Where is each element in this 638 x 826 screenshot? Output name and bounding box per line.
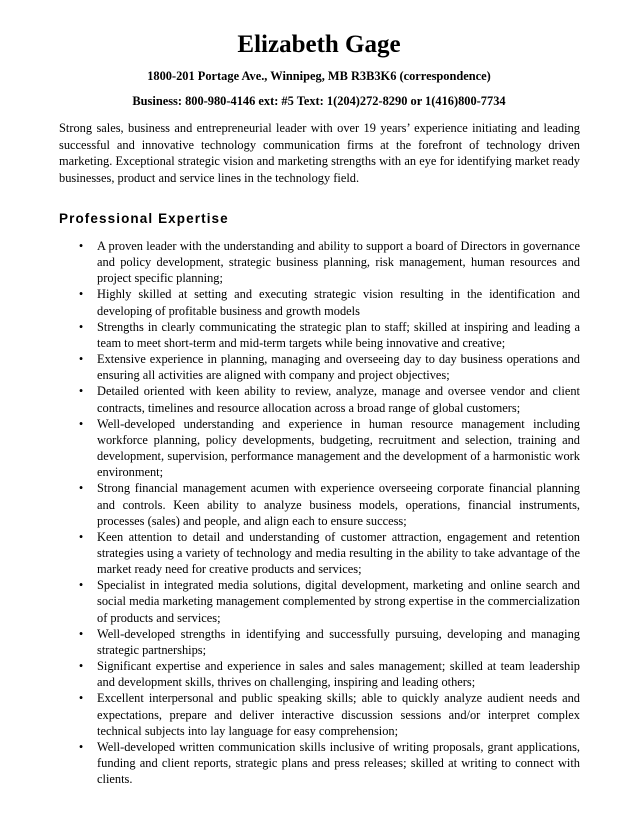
list-item bbox=[59, 416, 580, 481]
bullet-icon: • bbox=[78, 481, 84, 496]
bullet-icon: • bbox=[78, 691, 84, 706]
list-item bbox=[59, 351, 580, 383]
bullet-icon: • bbox=[78, 578, 84, 593]
bullet-icon: • bbox=[78, 529, 84, 544]
bullet-icon: • bbox=[78, 659, 84, 674]
list-item bbox=[59, 658, 580, 690]
list-item-text: Highly skilled at setting and executing strategic vision resulting in the identification and developing of profitable business and growth models bbox=[97, 287, 580, 318]
list-item-text: Well-developed strengths in identifying and successfully pursuing, developing and managing strategic partnerships; bbox=[97, 626, 580, 657]
list-item bbox=[59, 690, 580, 738]
list-item bbox=[59, 383, 580, 415]
address-line: 1800-201 Portage Ave., Winnipeg, MB R3B3K6 (correspondence) bbox=[147, 69, 491, 83]
contact-phones: Business: 800-980-4146 ext: #5 Text: 1(204)272-8290 or 1(416)800-7734 bbox=[132, 94, 506, 108]
list-item-text: Keen attention to detail and understanding of customer attraction, engagement and retention strategies using a variety of technology and media resulting in the ability to take advantage of the market ready need for creative products and services; bbox=[97, 529, 580, 577]
list-item-text: A proven leader with the understanding and ability to support a board of Directors in governance and policy development, strategic business planning, risk management, human resources and project specific planning; bbox=[97, 239, 580, 286]
summary-paragraph: Strong sales, business and entrepreneurial leader with over 19 years’ experience initiating and leading successful and innovative technology communication firms at the forefront of technology driven marketing. Exceptional strategic vision and marketing strengths with an eye for identifying market ready businesses, product and service lines in the technology field. bbox=[59, 121, 580, 185]
bullet-icon: • bbox=[78, 352, 84, 367]
bullet-icon: • bbox=[78, 319, 84, 334]
bullet-icon: • bbox=[78, 739, 84, 754]
bullet-icon: • bbox=[78, 287, 84, 302]
list-item bbox=[59, 480, 580, 528]
bullet-icon: • bbox=[78, 416, 84, 431]
list-item bbox=[59, 238, 580, 286]
list-item-text: Well-developed written communication skills inclusive of writing proposals, grant applications, funding and client reports, strategic plans and press releases; skilled at writing to connect with clients. bbox=[97, 739, 580, 787]
list-item bbox=[59, 739, 580, 787]
list-item-text: Specialist in integrated media solutions, digital development, marketing and online search and social media marketing management complemented by strong expertise in the commercialization of products and services; bbox=[97, 578, 580, 625]
bullet-icon: • bbox=[78, 626, 84, 641]
list-item bbox=[59, 529, 580, 577]
list-item-text: Strengths in clearly communicating the strategic plan to staff; skilled at inspiring and leading a team to meet short-term and mid-term targets while being innovative and creative; bbox=[97, 319, 580, 350]
list-item bbox=[59, 626, 580, 658]
section-title-expertise: Professional Expertise bbox=[59, 211, 229, 226]
list-item-text: Well-developed understanding and experience in human resource management including workforce planning, policy developments, budgeting, recruitment and selection, training and development, supervision, performance management and the development of a harmonistic work environment; bbox=[97, 416, 580, 480]
bullet-icon: • bbox=[78, 384, 84, 399]
list-item bbox=[59, 286, 580, 318]
list-item-text: Detailed oriented with keen ability to review, analyze, manage and oversee vendor and client contracts, timelines and resource allocation across a broad range of global customers; bbox=[97, 384, 580, 415]
list-item bbox=[59, 577, 580, 625]
bullet-icon: • bbox=[78, 239, 84, 253]
list-item-text: Significant expertise and experience in sales and sales management; skilled at team leadership and development skills, thrives on challenging, inspiring and leading others; bbox=[97, 659, 580, 690]
list-item-text: Strong financial management acumen with experience overseeing corporate financial planning and controls. Keen ability to analyze business models, operations, financial instruments, processes (sales) and people, and align each to ensure success; bbox=[97, 481, 580, 528]
page-title: Elizabeth Gage bbox=[237, 31, 401, 58]
expertise-list bbox=[59, 238, 580, 787]
list-item-text: Extensive experience in planning, managing and overseeing day to day business operations and ensuring all activities are aligned with company and project objectives; bbox=[97, 352, 580, 383]
list-item bbox=[59, 319, 580, 351]
list-item-text: Excellent interpersonal and public speaking skills; able to quickly analyze audient needs and expectations, prepare and deliver interactive discussion sessions and/or interpret complex technical subjects into lay language for easy comprehension; bbox=[97, 691, 580, 738]
